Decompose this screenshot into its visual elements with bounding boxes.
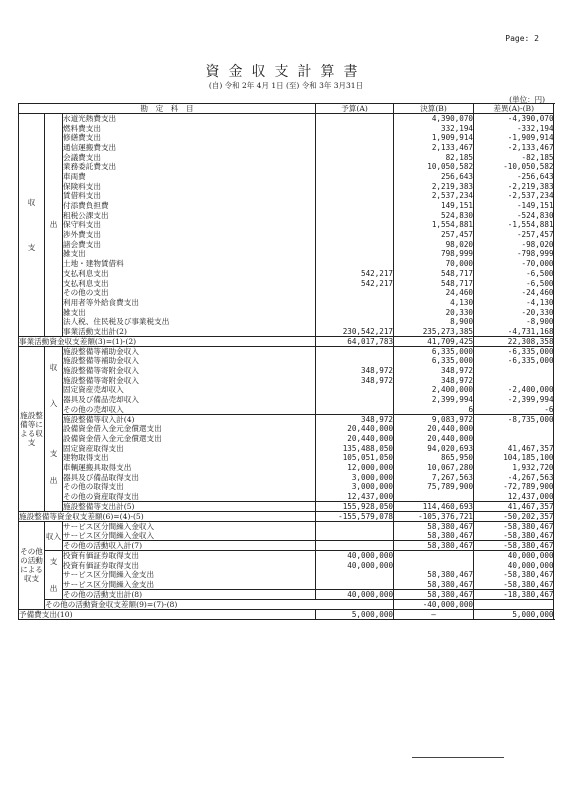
row-actual: 70,000 <box>394 259 474 269</box>
table-row <box>19 521 554 531</box>
row-budget <box>316 307 394 317</box>
row-actual: -105,376,721 <box>394 511 474 521</box>
row-diff: -524,830 <box>516 210 554 220</box>
row-label: その他の取得支出 <box>63 482 316 492</box>
row-label: 器具及び備品売却収入 <box>63 395 316 405</box>
row-label: 渉外費支出 <box>63 230 316 240</box>
table-row <box>19 327 554 337</box>
row-label: 水道光熱費支出 <box>63 114 316 124</box>
table-row <box>19 210 554 220</box>
table-row <box>19 181 554 191</box>
row-actual: 235,273,385 <box>394 327 474 337</box>
row-budget: -155,579,078 <box>316 511 394 521</box>
row-actual: 2,133,467 <box>394 143 474 153</box>
row-budget <box>316 114 394 124</box>
row-label: 雑支出 <box>63 307 316 317</box>
row-budget <box>316 259 394 269</box>
row-label: 施設整備等寄附金収入 <box>63 375 316 385</box>
table-row <box>19 278 554 288</box>
row-budget: -40,000,000 <box>394 599 474 609</box>
row-budget: 5,000,000 <box>316 609 394 619</box>
table-row <box>19 511 554 521</box>
row-diff: -2,133,467 <box>507 142 554 152</box>
row-diff: -332,194 <box>516 123 554 133</box>
row-label: 雑支出 <box>63 249 316 259</box>
table-row <box>19 249 554 259</box>
row-diff: -58,380,467 <box>503 570 554 580</box>
row-diff: -58,380,467 <box>474 541 554 551</box>
row-label: その他の支出 <box>63 288 316 298</box>
row-actual: 114,460,693 <box>394 501 474 511</box>
row-budget <box>316 152 394 162</box>
header-diff: 差異(A)-(B) <box>474 104 554 114</box>
table-row <box>19 307 554 317</box>
row-actual: 8,900 <box>394 317 474 327</box>
row-budget <box>316 521 394 531</box>
row-label: 支払利息支出 <box>63 278 316 288</box>
row-actual: 149,151 <box>394 201 474 211</box>
row-actual: 865,950 <box>394 453 474 463</box>
row-label: 施設整備等支出計(5) <box>63 501 316 511</box>
row-diff: -798,999 <box>516 249 554 259</box>
row-budget: 40,000,000 <box>316 560 394 570</box>
row-budget <box>316 346 394 356</box>
row-budget <box>316 317 394 327</box>
section-operating: 収 支 <box>19 114 45 337</box>
row-actual: 256,643 <box>394 172 474 182</box>
row-budget <box>316 162 394 172</box>
row-budget <box>316 172 394 182</box>
row-actual: 58,380,467 <box>394 531 474 541</box>
row-actual: 58,380,467 <box>394 589 474 599</box>
row-actual: 1,909,914 <box>394 133 474 143</box>
row-label: 固定資産取得支出 <box>63 443 316 453</box>
table-row <box>19 123 554 133</box>
table-row <box>19 463 554 473</box>
row-budget: 542,217 <box>316 269 394 279</box>
table-row <box>19 366 554 376</box>
row-diff: -6,500 <box>526 268 554 278</box>
row-budget: 348,972 <box>316 414 394 424</box>
row-diff: -6 <box>544 404 554 414</box>
row-actual: 20,440,000 <box>394 434 474 444</box>
row-label: 施設整備等資金収支差額(6)=(4)-(5) <box>19 511 316 521</box>
row-budget: 135,488,050 <box>316 443 394 453</box>
row-budget <box>316 230 394 240</box>
row-actual: 2,537,234 <box>394 191 474 201</box>
table-row <box>19 434 554 444</box>
row-actual: 20,330 <box>394 307 474 317</box>
table-row <box>19 580 554 590</box>
table-row <box>19 531 554 541</box>
row-label: 利用者等外給食費支出 <box>63 298 316 308</box>
row-actual: 9,083,972 <box>394 414 474 424</box>
row-diff: -2,219,383 <box>507 181 554 191</box>
row-diff: -2,400,000 <box>507 385 554 395</box>
row-actual: 4,130 <box>394 298 474 308</box>
row-label: 保険料支出 <box>63 181 316 191</box>
row-label: 施設整備等補助金収入 <box>63 356 316 366</box>
row-label: その他の活動収入計(7) <box>63 541 316 551</box>
table-row <box>19 317 554 327</box>
row-label: 事業活動資金収支差額(3)=(1)-(2) <box>19 336 316 346</box>
row-budget: 20,440,000 <box>316 424 394 434</box>
group-out: 支 出 <box>45 551 63 600</box>
row-label: 施設整備等収入計(4) <box>63 414 316 424</box>
fiscal-period: (自) 令和 2年 4月 1日 (至) 令和 3年 3月31日 <box>208 81 364 90</box>
row-diff: -24,460 <box>521 288 554 298</box>
row-diff: -4,731,168 <box>507 326 554 336</box>
table-row <box>19 298 554 308</box>
row-actual: 58,380,467 <box>394 521 474 531</box>
table-row <box>19 589 554 599</box>
row-budget <box>316 570 394 580</box>
row-actual: 24,460 <box>394 288 474 298</box>
row-label: その他の売却収入 <box>63 404 316 414</box>
header-item: 勘 定 科 目 <box>19 104 316 114</box>
row-label: 支払利息支出 <box>63 269 316 279</box>
row-actual: 94,020,693 <box>394 443 474 453</box>
table-row <box>19 482 554 492</box>
table-row <box>19 220 554 230</box>
row-diff: -257,457 <box>516 230 554 240</box>
row-diff: -18,380,467 <box>474 589 554 599</box>
row-label: 法人税、住民税及び事業税支出 <box>63 317 316 327</box>
row-diff: -6,500 <box>526 278 554 288</box>
row-budget <box>316 298 394 308</box>
section-facility: 施設整備等による収支 <box>19 346 45 511</box>
row-diff: -4,390,070 <box>507 114 554 124</box>
table-row <box>19 609 554 619</box>
row-diff <box>474 366 554 376</box>
group-in: 収 入 <box>45 346 63 424</box>
row-diff: -2,399,994 <box>507 395 554 405</box>
row-budget: 64,017,783 <box>316 336 394 346</box>
table-row <box>19 385 554 395</box>
table-row <box>19 560 554 570</box>
row-actual: 58,380,467 <box>394 541 474 551</box>
row-diff <box>474 424 554 434</box>
row-diff: -256,643 <box>516 171 554 181</box>
row-budget <box>316 181 394 191</box>
row-diff: -6,335,000 <box>507 356 554 366</box>
row-actual: 798,999 <box>394 249 474 259</box>
row-diff: 5,000,000 <box>474 609 554 619</box>
row-budget <box>316 249 394 259</box>
row-label: 器具及び備品取得支出 <box>63 472 316 482</box>
row-budget: 20,440,000 <box>316 434 394 444</box>
header-row <box>19 104 554 114</box>
row-label: サービス区分間繰入金収入 <box>63 531 316 541</box>
row-diff: 12,437,000 <box>507 491 554 501</box>
row-label: 通信運搬費支出 <box>63 143 316 153</box>
row-diff: -20,330 <box>521 307 554 317</box>
row-actual: 257,457 <box>394 230 474 240</box>
row-actual: 6 <box>394 404 474 414</box>
table-row <box>19 201 554 211</box>
row-actual: 2,399,994 <box>394 395 474 405</box>
row-diff: -1,554,881 <box>507 220 554 230</box>
row-actual: 6,335,000 <box>394 356 474 366</box>
row-label: 施設整備等寄附金収入 <box>63 366 316 376</box>
table-row <box>19 191 554 201</box>
table-row <box>19 599 554 609</box>
row-budget <box>316 288 394 298</box>
cash-flow-table <box>18 103 554 620</box>
row-budget <box>316 239 394 249</box>
table-row <box>19 133 554 143</box>
row-budget <box>316 143 394 153</box>
row-label: その他の活動資金収支差額(9)=(7)-(8) <box>45 599 394 609</box>
row-actual: 20,440,000 <box>394 424 474 434</box>
dash-line <box>412 757 504 758</box>
row-label: 建物取得支出 <box>63 453 316 463</box>
row-label: 会議費支出 <box>63 152 316 162</box>
row-diff <box>474 434 554 444</box>
row-budget <box>316 123 394 133</box>
row-budget: 348,972 <box>316 375 394 385</box>
table-row <box>19 143 554 153</box>
row-diff: -4,130 <box>526 297 554 307</box>
row-actual: 332,194 <box>394 123 474 133</box>
table-row <box>19 114 554 124</box>
row-label: 賃借料支出 <box>63 191 316 201</box>
row-actual: 348,972 <box>394 366 474 376</box>
row-budget: 12,437,000 <box>316 492 394 502</box>
row-budget: 40,000,000 <box>316 551 394 561</box>
row-actual: 75,789,900 <box>394 482 474 492</box>
row-budget <box>316 531 394 541</box>
row-diff: -8,735,000 <box>474 414 554 424</box>
row-budget <box>316 395 394 405</box>
group-out: 支 出 <box>45 424 63 512</box>
row-budget: 12,000,000 <box>316 463 394 473</box>
row-budget <box>316 220 394 230</box>
row-label: 車輌運搬具取得支出 <box>63 463 316 473</box>
row-label: 土地・建物賃借料 <box>63 259 316 269</box>
row-budget: 155,928,050 <box>316 501 394 511</box>
row-actual <box>394 551 474 561</box>
header-actual: 決算(B) <box>394 104 474 114</box>
row-label: 租税公課支出 <box>63 210 316 220</box>
row-diff: -2,537,234 <box>507 191 554 201</box>
row-budget: 40,000,000 <box>316 589 394 599</box>
row-label: 予備費支出(10) <box>19 609 316 619</box>
group-in: 収入 <box>45 521 63 550</box>
row-diff: -58,380,467 <box>474 521 554 531</box>
table-row <box>19 269 554 279</box>
row-diff: -58,380,467 <box>503 579 554 589</box>
unit-label: (単位：円) <box>509 95 545 104</box>
row-label: 設備資金借入金元金償還支出 <box>63 424 316 434</box>
table-row <box>19 492 554 502</box>
row-actual: 2,400,000 <box>394 385 474 395</box>
row-diff: -8,900 <box>526 317 554 327</box>
table-row <box>19 414 554 424</box>
row-label: 保守料支出 <box>63 220 316 230</box>
row-diff: 40,000,000 <box>507 560 554 570</box>
row-label: 燃料費支出 <box>63 123 316 133</box>
row-diff: -58,380,467 <box>503 531 554 541</box>
row-diff: -149,151 <box>516 201 554 211</box>
row-diff: -72,789,900 <box>503 482 554 492</box>
row-diff: -1,909,914 <box>507 133 554 143</box>
row-label: 諸会費支出 <box>63 239 316 249</box>
row-label: 業務委託費支出 <box>63 162 316 172</box>
table-row <box>19 336 554 346</box>
row-actual: 524,830 <box>394 210 474 220</box>
row-budget: 3,000,000 <box>316 482 394 492</box>
table-row <box>19 570 554 580</box>
row-budget: 105,051,050 <box>316 453 394 463</box>
page-number: Page: 2 <box>505 34 539 43</box>
document-title: 資金収支計算書 <box>205 64 367 80</box>
row-budget <box>316 133 394 143</box>
row-label: サービス区分間繰入金支出 <box>63 570 316 580</box>
row-label: 修繕費支出 <box>63 133 316 143</box>
row-budget <box>316 191 394 201</box>
table-row <box>19 230 554 240</box>
row-diff: 40,000,000 <box>474 551 554 561</box>
row-actual <box>394 492 474 502</box>
row-budget <box>316 201 394 211</box>
table-row <box>19 356 554 366</box>
row-budget <box>316 580 394 590</box>
row-diff <box>474 375 554 385</box>
row-budget <box>316 356 394 366</box>
row-actual: 548,717 <box>394 269 474 279</box>
row-actual: 10,067,280 <box>394 463 474 473</box>
row-actual: 98,020 <box>394 239 474 249</box>
row-diff: -70,000 <box>521 259 554 269</box>
row-label: 固定資産売却収入 <box>63 385 316 395</box>
row-label: 車両費 <box>63 172 316 182</box>
table-row <box>19 472 554 482</box>
row-actual: 348,972 <box>394 375 474 385</box>
row-actual: 1,554,881 <box>394 220 474 230</box>
row-label: サービス区分間繰入金支出 <box>63 580 316 590</box>
table-row <box>19 404 554 414</box>
row-diff: 104,185,100 <box>503 453 554 463</box>
row-label: その他の活動支出計(8) <box>63 589 316 599</box>
row-diff: 41,467,357 <box>474 501 554 511</box>
table-row <box>19 395 554 405</box>
row-actual: 41,709,425 <box>394 336 474 346</box>
row-budget: 542,217 <box>316 278 394 288</box>
row-actual: 2,219,383 <box>394 181 474 191</box>
row-actual: 58,380,467 <box>394 580 474 590</box>
table-row <box>19 453 554 463</box>
row-diff: -98,020 <box>521 239 554 249</box>
table-row <box>19 259 554 269</box>
row-budget: 348,972 <box>316 366 394 376</box>
row-label: 事業活動支出計(2) <box>63 327 316 337</box>
section-other: その他の活動による収支 <box>19 521 45 609</box>
table-row <box>19 501 554 511</box>
row-actual: 4,390,070 <box>394 114 474 124</box>
table-row <box>19 239 554 249</box>
row-diff: 22,308,358 <box>474 336 554 346</box>
row-diff: 41,467,357 <box>507 443 554 453</box>
header-budget: 予算(A) <box>316 104 394 114</box>
row-diff: -4,267,563 <box>507 472 554 482</box>
row-label: 投資有価証券取得支出 <box>63 551 316 561</box>
row-budget: 3,000,000 <box>316 472 394 482</box>
table-row <box>19 541 554 551</box>
row-actual: 10,050,582 <box>394 162 474 172</box>
table-row <box>19 551 554 561</box>
row-budget <box>316 385 394 395</box>
row-actual: 58,380,467 <box>394 570 474 580</box>
row-actual: ― <box>394 609 474 619</box>
row-label: 投資有価証券取得支出 <box>63 560 316 570</box>
table-row <box>19 424 554 434</box>
table-row <box>19 172 554 182</box>
row-budget <box>316 210 394 220</box>
row-diff: -50,202,357 <box>474 511 554 521</box>
row-label: 施設整備等補助金収入 <box>63 346 316 356</box>
row-actual <box>394 560 474 570</box>
row-actual: 82,185 <box>394 152 474 162</box>
row-diff: -82,185 <box>521 152 554 162</box>
table-row <box>19 152 554 162</box>
row-diff: -10,050,582 <box>503 162 554 172</box>
row-label: サービス区分間繰入金収入 <box>63 521 316 531</box>
row-actual: 548,717 <box>394 278 474 288</box>
row-label: 付添費負担費 <box>63 201 316 211</box>
row-budget: 230,542,217 <box>316 327 394 337</box>
table-row <box>19 288 554 298</box>
row-actual <box>474 599 554 609</box>
row-actual: 7,267,563 <box>394 472 474 482</box>
table-row <box>19 443 554 453</box>
row-actual: 6,335,000 <box>394 346 474 356</box>
table-row <box>19 346 554 356</box>
row-budget <box>316 541 394 551</box>
group-out: 出 <box>45 114 63 337</box>
row-budget <box>316 404 394 414</box>
table-row <box>19 375 554 385</box>
row-diff: 1,932,720 <box>512 462 554 472</box>
row-label: その他の資産取得支出 <box>63 492 316 502</box>
row-label: 設備資金借入金元金償還支出 <box>63 434 316 444</box>
table-row <box>19 162 554 172</box>
row-diff: -6,335,000 <box>474 346 554 356</box>
